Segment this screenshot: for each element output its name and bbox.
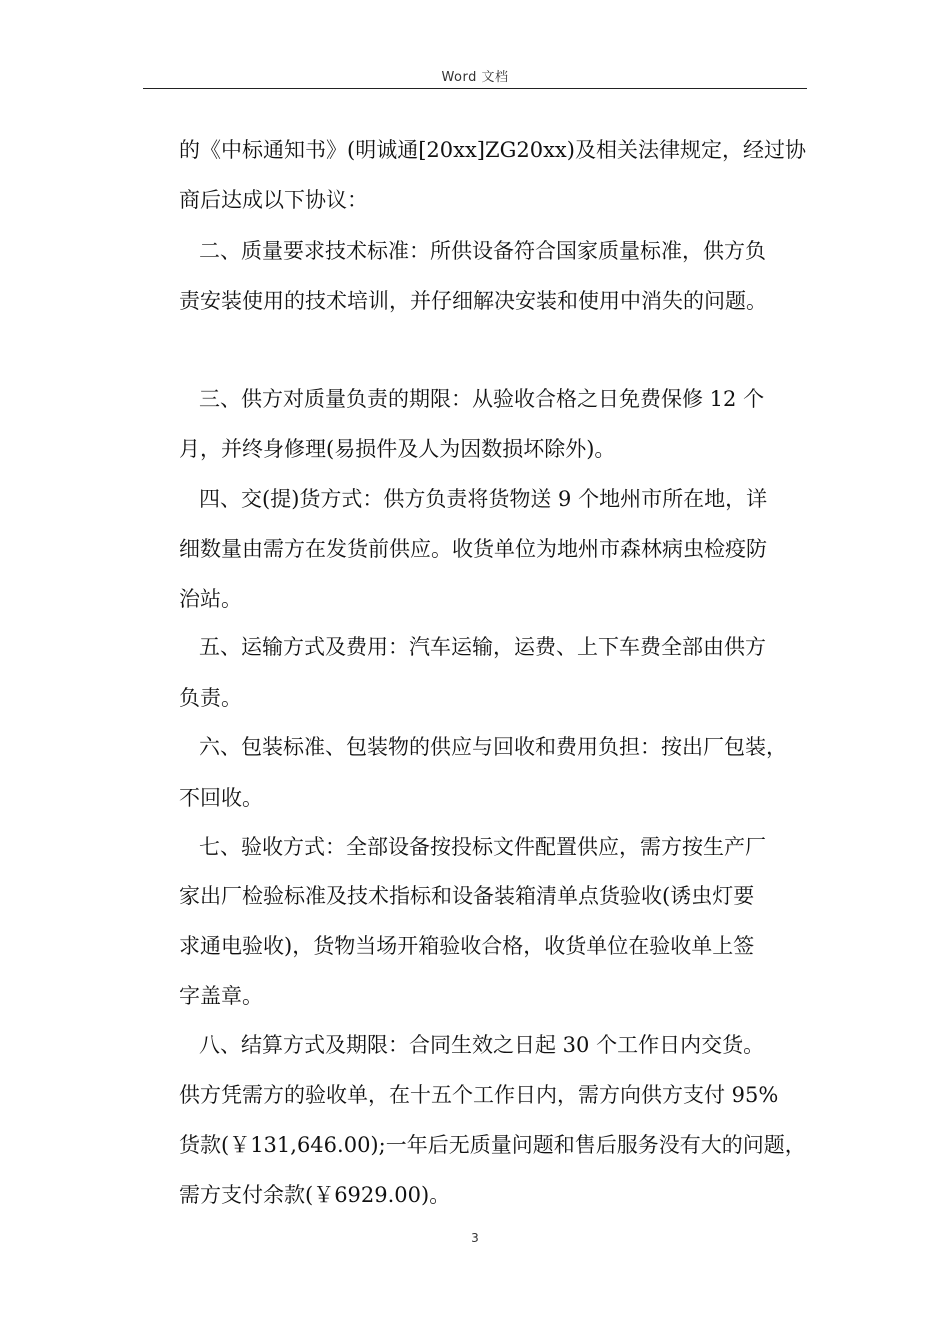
page-number: 3 — [471, 1231, 479, 1245]
paragraph-line: 细数量由需方在发货前供应。收货单位为地州市森林病虫检疫防 — [179, 537, 767, 561]
paragraph-line: 不回收。 — [179, 786, 263, 810]
paragraph-line: 八、结算方式及期限：合同生效之日起 30 个工作日内交货。 — [199, 1033, 765, 1057]
paragraph-line: 商后达成以下协议： — [179, 188, 368, 212]
paragraph-line: 的《中标通知书》(明诚通[20xx]ZG20xx)及相关法律规定，经过协 — [179, 138, 806, 162]
paragraph-line: 货款(￥131,646.00);一年后无质量问题和售后服务没有大的问题， — [179, 1133, 806, 1157]
paragraph-line: 治站。 — [179, 587, 242, 611]
paragraph-line: 五、运输方式及费用：汽车运输，运费、上下车费全部由供方 — [199, 635, 766, 659]
paragraph-line: 家出厂检验标准及技术指标和设备装箱清单点货验收(诱虫灯要 — [179, 884, 755, 908]
paragraph-line: 六、包装标准、包装物的供应与回收和费用负担：按出厂包装， — [199, 735, 787, 759]
paragraph-line: 供方凭需方的验收单，在十五个工作日内，需方向供方支付 95% — [179, 1083, 779, 1107]
paragraph-line: 负责。 — [179, 686, 242, 710]
header-divider — [143, 88, 807, 89]
paragraph-line: 需方支付余款(￥6929.00)。 — [179, 1183, 451, 1207]
paragraph-line: 字盖章。 — [179, 984, 263, 1008]
paragraph-line: 月，并终身修理(易损件及人为因数损坏除外)。 — [179, 437, 616, 461]
paragraph-line: 三、供方对质量负责的期限：从验收合格之日免费保修 12 个 — [199, 387, 765, 411]
paragraph-line: 二、质量要求技术标准：所供设备符合国家质量标准，供方负 — [199, 239, 766, 263]
paragraph-line: 七、验收方式：全部设备按投标文件配置供应，需方按生产厂 — [199, 835, 766, 859]
paragraph-line: 求通电验收)，货物当场开箱验收合格，收货单位在验收单上签 — [179, 934, 755, 958]
paragraph-line: 责安装使用的技术培训，并仔细解决安装和使用中消失的问题。 — [179, 289, 767, 313]
paragraph-line: 四、交(提)货方式：供方负责将货物送 9 个地州市所在地，详 — [199, 487, 768, 511]
page-header-title: Word 文档 — [441, 70, 509, 85]
